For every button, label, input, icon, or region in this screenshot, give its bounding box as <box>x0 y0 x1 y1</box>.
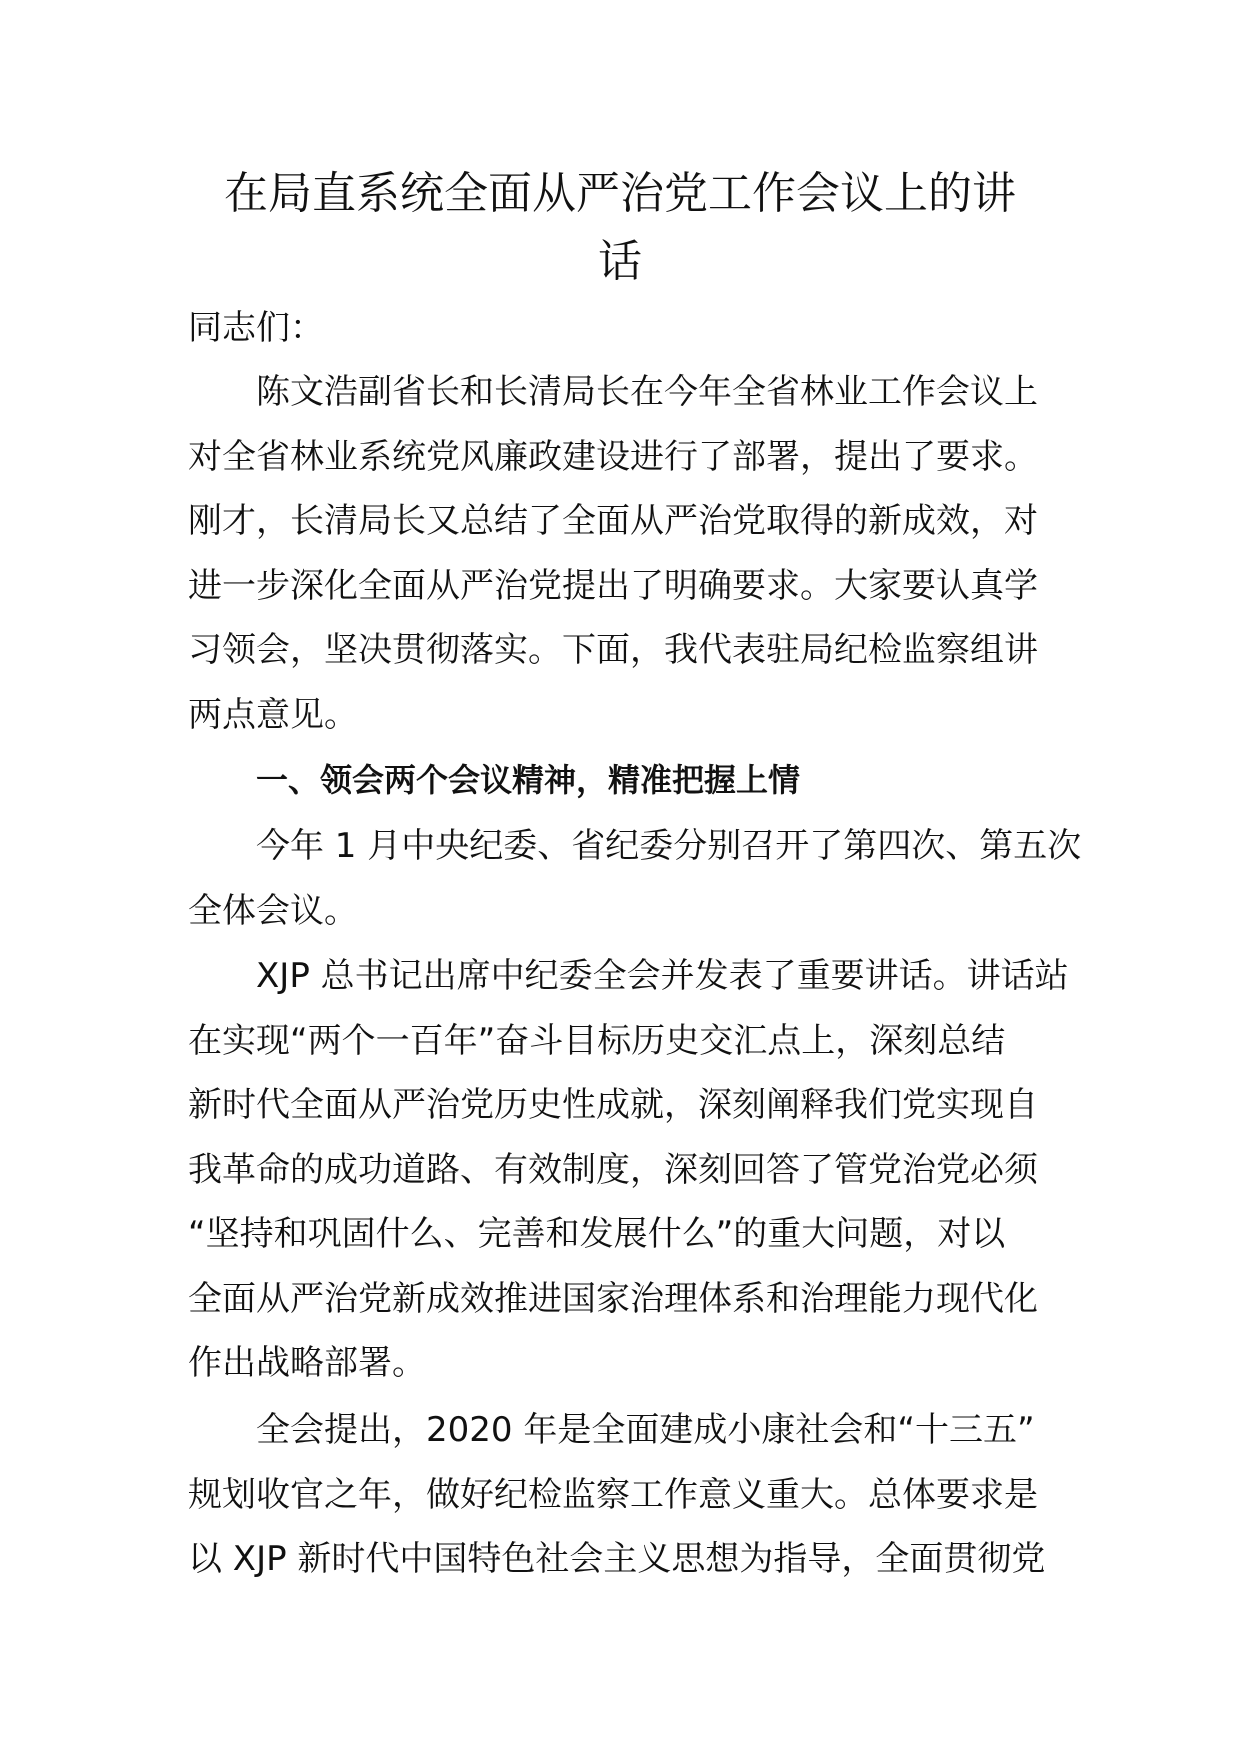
paragraph-line: 习领会，坚决贯彻落实。下面，我代表驻局纪检监察组讲 <box>188 630 1038 670</box>
title-line-2: 话 <box>598 236 642 287</box>
paragraph-line: 两点意见。 <box>188 694 358 735</box>
paragraph-line: 全会提出，2020 年是全面建成小康社会和“十三五” <box>256 1410 1035 1450</box>
paragraph-line: 规划收官之年，做好纪检监察工作意义重大。总体要求是 <box>188 1474 1038 1515</box>
paragraph-line: 我革命的成功道路、有效制度，深刻回答了管党治党必须 <box>188 1149 1038 1190</box>
paragraph-line: “坚持和巩固什么、完善和发展什么”的重大问题，对以 <box>188 1214 1006 1254</box>
title-line-1: 在局直系统全面从严治党工作会议上的讲 <box>224 168 1016 219</box>
paragraph-line: 进一步深化全面从严治党提出了明确要求。大家要认真学 <box>188 565 1038 606</box>
paragraph-line: XJP 总书记出席中纪委全会并发表了重要讲话。讲话站 <box>256 956 1069 996</box>
paragraph-speech <box>188 944 1068 1396</box>
paragraph-line: 作出战略部署。 <box>188 1343 426 1383</box>
paragraph-line: 全面从严治党新成效推进国家治理体系和治理能力现代化 <box>188 1278 1038 1319</box>
paragraph-meetings <box>188 814 1082 943</box>
paragraph-intro <box>188 360 1068 747</box>
paragraph-line: 刚才，长清局长又总结了全面从严治党取得的新成效，对 <box>188 501 1038 541</box>
section-heading-text: 一、领会两个会议精神，精准把握上情 <box>256 761 801 799</box>
paragraph-line: 全体会议。 <box>188 890 358 931</box>
paragraph-line: 以 XJP 新时代中国特色社会主义思想为指导，全面贯彻党 <box>188 1539 1046 1579</box>
paragraph-plenary <box>188 1398 1068 1592</box>
paragraph-line: 在实现“两个一百年”奋斗目标历史交汇点上，深刻总结 <box>188 1020 1006 1061</box>
document-title <box>150 160 1090 296</box>
section-heading <box>188 748 1068 813</box>
paragraph-line: 新时代全面从严治党历史性成就，深刻阐释我们党实现自 <box>188 1085 1038 1125</box>
paragraph-line: 今年 1 月中央纪委、省纪委分别召开了第四次、第五次 <box>256 826 1082 866</box>
salutation: 同志们： <box>188 308 324 348</box>
paragraph-line: 陈文浩副省长和长清局长在今年全省林业工作会议上 <box>256 372 1038 412</box>
paragraph-line: 对全省林业系统党风廉政建设进行了部署，提出了要求。 <box>188 436 1038 477</box>
